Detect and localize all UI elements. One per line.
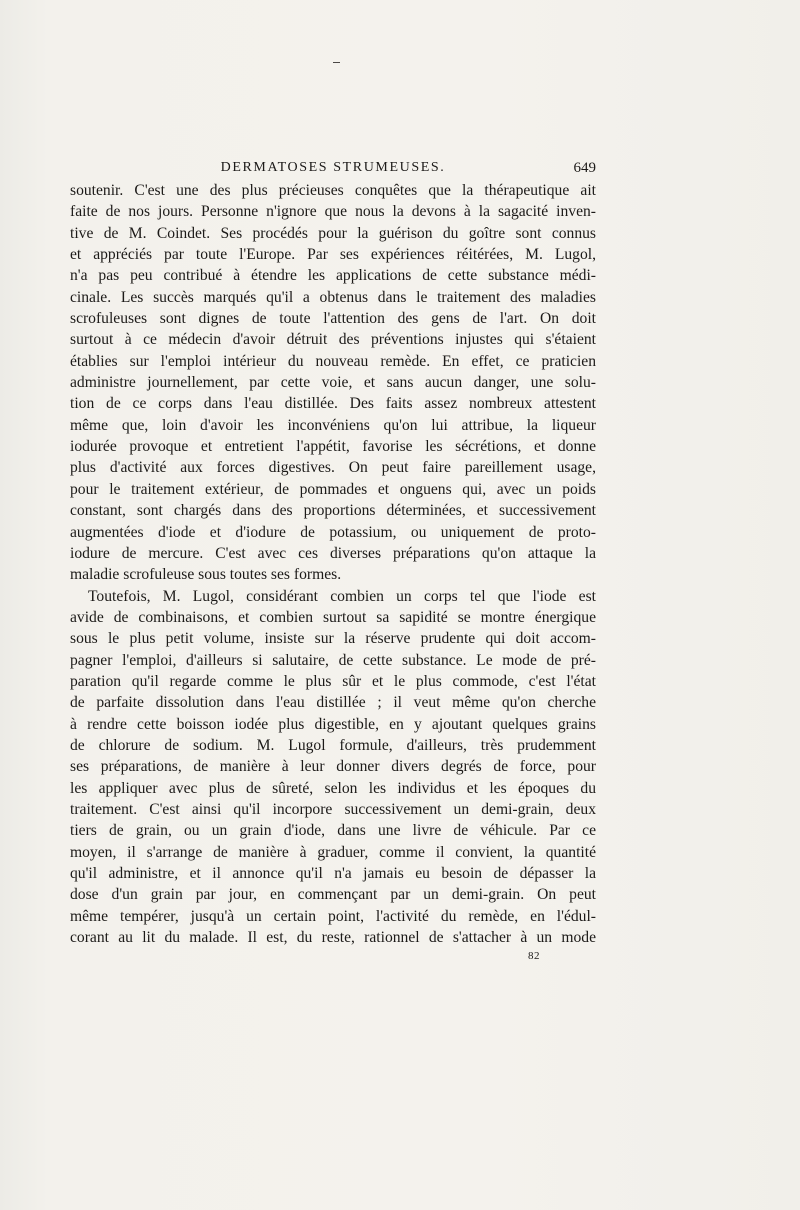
text-line: et appréciés par toute l'Europe. Par ses expériences réitérées, M. Lugol, (70, 246, 596, 264)
text-line: paration qu'il regarde comme le plus sûr et le plus commode, c'est l'état (70, 672, 596, 690)
text-line: dose d'un grain par jour, en commençant par un demi-grain. On peut (70, 886, 596, 904)
text-line: plus d'activité aux forces digestives. On peut faire pareillement usage, (70, 459, 596, 477)
text-line: corant au lit du malade. Il est, du reste, rationnel de s'attacher à un mode (70, 929, 596, 947)
page-header (70, 160, 596, 182)
text-line: moyen, il s'arrange de manière à graduer, comme il convient, la quantité (70, 843, 596, 861)
text-line: maladie scrofuleuse sous toutes ses formes. (70, 566, 342, 584)
text-line: scrofuleuses sont dignes de toute l'attention des gens de l'art. On doit (70, 310, 596, 328)
text-line: les appliquer avec plus de sûreté, selon les individus et les époques du (70, 779, 596, 797)
text-line: ses préparations, de manière à leur donner divers degrés de force, pour (70, 758, 596, 776)
text-line: Toutefois, M. Lugol, considérant combien un corps tel que l'iode est (88, 587, 596, 605)
text-line: iodure de mercure. C'est avec ces diverses préparations qu'on attaque la (70, 544, 596, 562)
text-line: de parfaite dissolution dans l'eau distillée ; il veut même qu'on cherche (70, 694, 596, 712)
text-line: traitement. C'est ainsi qu'il incorpore successivement un demi-grain, deux (70, 800, 596, 818)
text-line: constant, sont chargés dans des proportions déterminées, et successivement (70, 502, 596, 520)
text-line: cinale. Les succès marqués qu'il a obtenus dans le traitement des maladies (70, 288, 596, 306)
text-line: surtout à ce médecin d'avoir détruit des préventions injustes qui s'étaient (70, 331, 596, 349)
text-line: faite de nos jours. Personne n'ignore que nous la devons à la sagacité inven- (70, 203, 596, 221)
text-line: même que, loin d'avoir les inconvéniens qu'on lui attribue, la liqueur (70, 416, 596, 434)
text-line: n'a pas peu contribué à étendre les applications de cette substance médi- (70, 267, 596, 285)
text-line: avide de combinaisons, et combien surtout sa sapidité se montre énergique (70, 608, 596, 626)
text-line: établies sur l'emploi intérieur du nouveau remède. En effet, ce praticien (70, 352, 596, 370)
text-line: sous le plus petit volume, insiste sur la réserve prudente qui doit accom- (70, 630, 596, 648)
body-text (70, 180, 596, 948)
text-line: pour le traitement extérieur, de pommades et onguens qui, avec un poids (70, 480, 596, 498)
text-line: administre journellement, par cette voie, et sans aucun danger, une solu- (70, 374, 596, 392)
text-line: qu'il administre, et il annonce qu'il n'a jamais eu besoin de dépasser la (70, 865, 596, 882)
text-line: même tempérer, jusqu'à un certain point, l'activité du remède, en l'édul- (70, 907, 596, 925)
page-number: 649 (573, 160, 596, 176)
text-line: tive de M. Coindet. Ses procédés pour la guérison du goître sont connus (70, 224, 596, 242)
text-line: soutenir. C'est une des plus précieuses conquêtes que la thérapeutique ait (70, 182, 596, 199)
signature-mark: 82 (528, 950, 540, 962)
text-line: tiers de grain, ou un grain d'iode, dans une livre de véhicule. Par ce (70, 822, 596, 840)
text-line: iodurée provoque et entretient l'appétit, favorise les sécrétions, et donne (70, 438, 596, 456)
running-title: DERMATOSES STRUMEUSES. (220, 160, 446, 175)
text-line: pagner l'emploi, d'ailleurs si salutaire, de cette substance. Le mode de pré- (70, 651, 596, 669)
text-line: tion de ce corps dans l'eau distillée. Des faits assez nombreux attestent (70, 395, 596, 413)
text-line: à rendre cette boisson iodée plus digestible, en y ajoutant quelques grains (70, 715, 596, 733)
text-line: augmentées d'iode et d'iodure de potassium, ou uniquement de proto- (70, 523, 596, 541)
top-dash-mark (333, 62, 340, 63)
text-line: de chlorure de sodium. M. Lugol formule, d'ailleurs, très prudemment (70, 736, 596, 754)
